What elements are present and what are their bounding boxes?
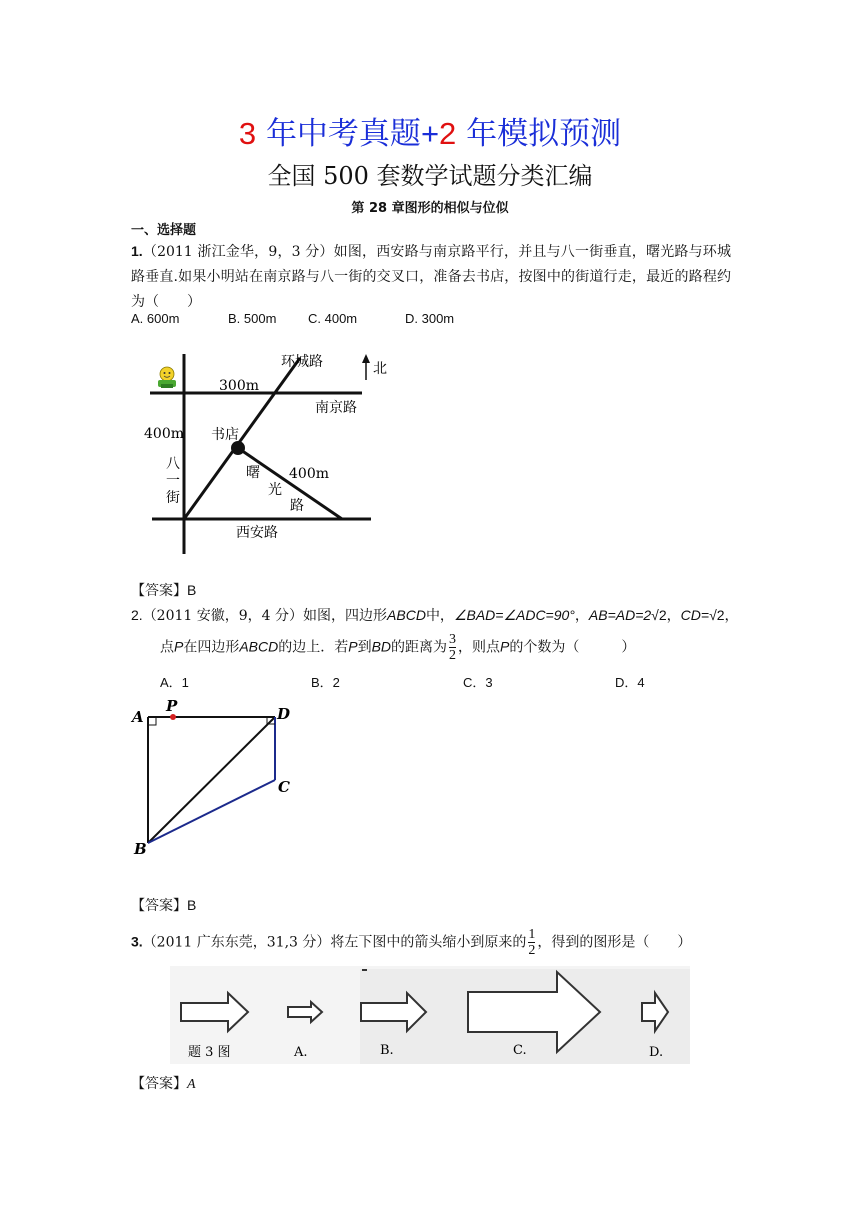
q2-answer-label: 【答案】 (131, 898, 187, 914)
label-300m: 300m (219, 378, 259, 394)
q2-l2-c: 的边上．若 (278, 639, 349, 656)
main-title (0, 108, 860, 153)
q3-answer (131, 1073, 196, 1093)
person-icon (158, 367, 176, 388)
q1-option-d: D. 300m (405, 311, 455, 326)
q2-bd: BD (371, 638, 392, 655)
q3-text-b: ，得到的图形是（ ） (537, 934, 692, 951)
label-north: 北 (373, 361, 387, 377)
figure-label-d: D. (649, 1045, 664, 1060)
vertex-label-c: C (278, 778, 290, 796)
label-bayi-3: 街 (166, 490, 180, 506)
title-number-2: 2 (439, 116, 457, 151)
bookstore-dot (231, 441, 245, 455)
label-bayi-1: 八 (166, 456, 180, 472)
section-label: 一、选择题 (131, 223, 197, 238)
question-2-line-1 (131, 603, 751, 629)
title-part-1: 年中考真题 (265, 116, 421, 152)
label-shuguang-3: 路 (290, 498, 304, 514)
q2-l2-d: 到 (357, 639, 372, 656)
q2-quad-name: ABCD (387, 607, 426, 623)
q1-street-map-figure (140, 340, 400, 560)
q2-sqrt2-a: √2 (651, 607, 667, 623)
q2-option-b: B．2 (311, 675, 340, 690)
label-nanjing-road: 南京路 (315, 400, 357, 416)
q1-answer (131, 580, 196, 600)
question-1-text (131, 239, 731, 315)
vertex-label-d: D (277, 705, 291, 723)
q3-frac-num: 1 (528, 927, 536, 942)
vertex-label-a: A (132, 708, 144, 726)
question-1-body: （2011 浙江金华，9，3 分）如图，西安路与南京路平行，并且与八一街垂直，曙光路与环城路垂直.如果小明站在南京路与八一街的交叉口，准备去书店，按图中的街道行走，最近的路程约为（ ） (131, 244, 731, 310)
q2-quad-name-2: ABCD (239, 638, 279, 655)
label-shuguang-1: 曙 (246, 465, 260, 481)
q3-answer-value: A (187, 1077, 196, 1092)
figure-label-c: C. (513, 1043, 527, 1058)
q2-cd: CD= (680, 607, 710, 623)
label-bookstore: 书店 (211, 427, 239, 443)
title-number-3: 3 (238, 116, 257, 151)
q1-answer-value: B (187, 582, 197, 598)
q2-sep-3: ， (724, 608, 739, 624)
label-400m-left: 400m (144, 426, 184, 442)
north-arrow-icon (362, 354, 370, 363)
q2-option-d: D．4 (615, 675, 645, 690)
figure-label-b: B. (380, 1043, 394, 1058)
q2-l2-g: 的个数为（ ） (509, 639, 636, 656)
title-plus: + (420, 116, 440, 151)
chapter-heading: 第 28 章图形的相似与位似 (351, 201, 509, 216)
q2-angle-condition: ∠BAD=∠ADC=90° (453, 607, 575, 623)
q2-l2-a: 点 (160, 639, 174, 656)
figure-label-q3: 题 3 图 (188, 1045, 231, 1060)
label-400m-right: 400m (289, 466, 329, 482)
label-bayi-2: 一 (166, 473, 180, 489)
q3-text-a: （2011 广东东莞，31,3 分）将左下图中的箭头缩小到原来的 (142, 934, 527, 951)
q2-sep-2: ， (666, 608, 681, 624)
q1-option-b: B. 500m (228, 311, 277, 326)
side-cb (148, 780, 275, 843)
vertex-label-b: B (134, 840, 147, 858)
q1-option-a: A. 600m (131, 311, 180, 326)
q2-frac-num: 3 (449, 632, 457, 647)
q2-point-p-2: P (348, 638, 358, 655)
q1-option-c: C. 400m (308, 311, 358, 326)
label-huancheng-road: 环城路 (281, 354, 323, 370)
vertex-label-p: P (166, 698, 178, 715)
question-3-number: 3. (131, 933, 143, 950)
q2-option-a: A．1 (160, 675, 189, 690)
q2-sep-1: ， (574, 608, 589, 624)
q2-point-p-1: P (174, 638, 184, 655)
q2-option-c: C．3 (463, 675, 493, 690)
right-angle-a-icon (148, 717, 156, 725)
question-2-number: 2. (131, 607, 143, 623)
q3-arrows-figure (170, 966, 690, 1064)
q3-answer-label: 【答案】 (131, 1076, 187, 1092)
q2-ab-ad: AB=AD=2 (588, 607, 652, 623)
q2-answer-value: B (187, 897, 197, 913)
q1-answer-label: 【答案】 (131, 583, 187, 599)
q2-fraction (449, 632, 456, 663)
q2-sqrt2-b: √2 (709, 607, 725, 623)
question-2-line-2 (160, 632, 740, 663)
question-1-number: 1. (131, 243, 143, 259)
q2-point-p-3: P (500, 638, 510, 655)
label-shuguang-2: 光 (268, 482, 282, 498)
q2-l2-e: 的距离为 (391, 639, 448, 656)
q2-source: （2011 安徽，9，4 分）如图，四边形 (142, 608, 388, 624)
q3-frac-den: 2 (528, 943, 536, 958)
q2-l2-b: 在四边形 (183, 639, 240, 656)
subtitle: 全国 500 套数学试题分类汇编 (267, 162, 593, 190)
diagonal-bd (148, 717, 275, 843)
q2-answer (131, 895, 196, 915)
q3-fraction (528, 927, 535, 958)
q2-frac-den: 2 (449, 648, 457, 663)
q2-l2-f: ，则点 (458, 639, 501, 656)
label-xian-road: 西安路 (236, 525, 278, 541)
title-part-2: 年模拟预测 (466, 116, 622, 152)
figure-label-a: A. (294, 1045, 308, 1060)
q2-text: 中， (425, 608, 454, 624)
question-3-text (131, 927, 751, 958)
q2-quadrilateral-figure (128, 698, 308, 863)
